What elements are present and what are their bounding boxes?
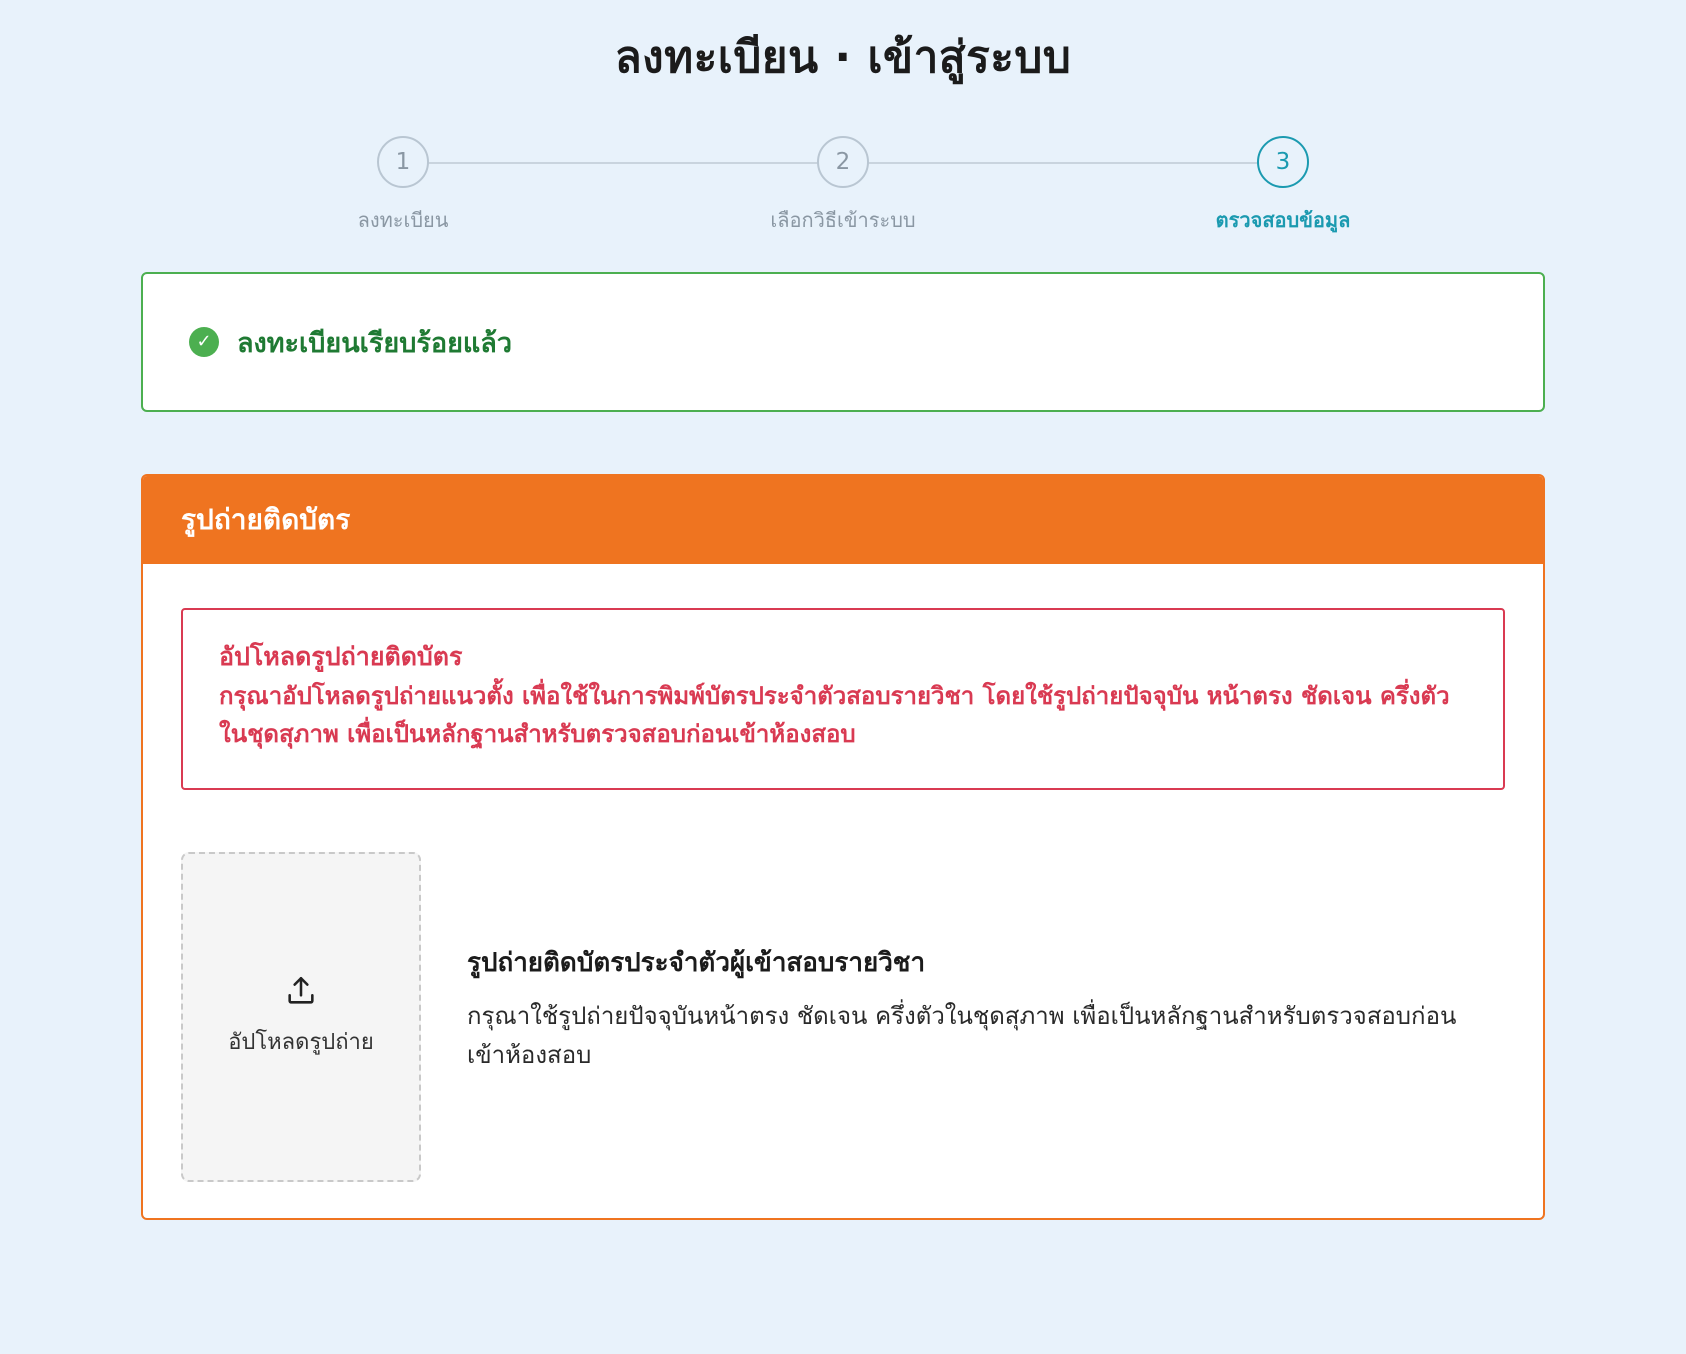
stepper [293,136,1393,246]
step-1-label: ลงทะเบียน [357,208,449,232]
warning-title: อัปโหลดรูปถ่ายติดบัตร [219,642,463,671]
step-3-circle: 3 [1257,136,1309,188]
registration-success-alert [141,272,1545,412]
warning-body: กรุณาอัปโหลดรูปถ่ายแนวตั้ง เพื่อใช้ในการพิมพ์บัตรประจำตัวสอบรายวิชา โดยใช้รูปถ่ายปัจจุบัน หน้าตรง ชัดเจน ครึ่งตัวในชุดสุภาพ เพื่อเป็นหลักฐานสำหรับตรวจสอบก่อนเข้าห้องสอบ [219,681,1450,749]
upload-icon [284,974,318,1012]
step-1-register[interactable] [293,136,513,236]
page-title: ลงทะเบียน · เข้าสู่ระบบ [614,32,1072,83]
upload-description-title: รูปถ่ายติดบัตรประจำตัวผู้เข้าสอบรายวิชา [467,947,926,978]
photo-upload-card [141,474,1545,1220]
step-2-circle: 2 [817,136,869,188]
step-2-login-method[interactable] [733,136,953,236]
upload-description-body: กรุณาใช้รูปถ่ายปัจจุบันหน้าตรง ชัดเจน ครึ่งตัวในชุดสุภาพ เพื่อเป็นหลักฐานสำหรับตรวจสอบก่อนเข้าห้องสอบ [467,1001,1457,1070]
stepper-steps [293,136,1393,236]
step-1-circle: 1 [377,136,429,188]
card-header-title: รูปถ่ายติดบัตร [143,476,1543,564]
upload-photo-label: อัปโหลดรูปถ่าย [228,1030,374,1056]
upload-photo-dropzone[interactable] [181,852,421,1182]
upload-description [467,852,1467,1076]
step-2-label: เลือกวิธีเข้าระบบ [770,208,916,232]
upload-row [181,852,1505,1182]
check-circle-icon: ✓ [189,327,219,357]
step-3-label: ตรวจสอบข้อมูล [1215,208,1351,232]
step-3-verify-info[interactable] [1173,136,1393,236]
photo-upload-warning [181,608,1505,790]
alert-success-text: ลงทะเบียนเรียบร้อยแล้ว [237,327,513,359]
